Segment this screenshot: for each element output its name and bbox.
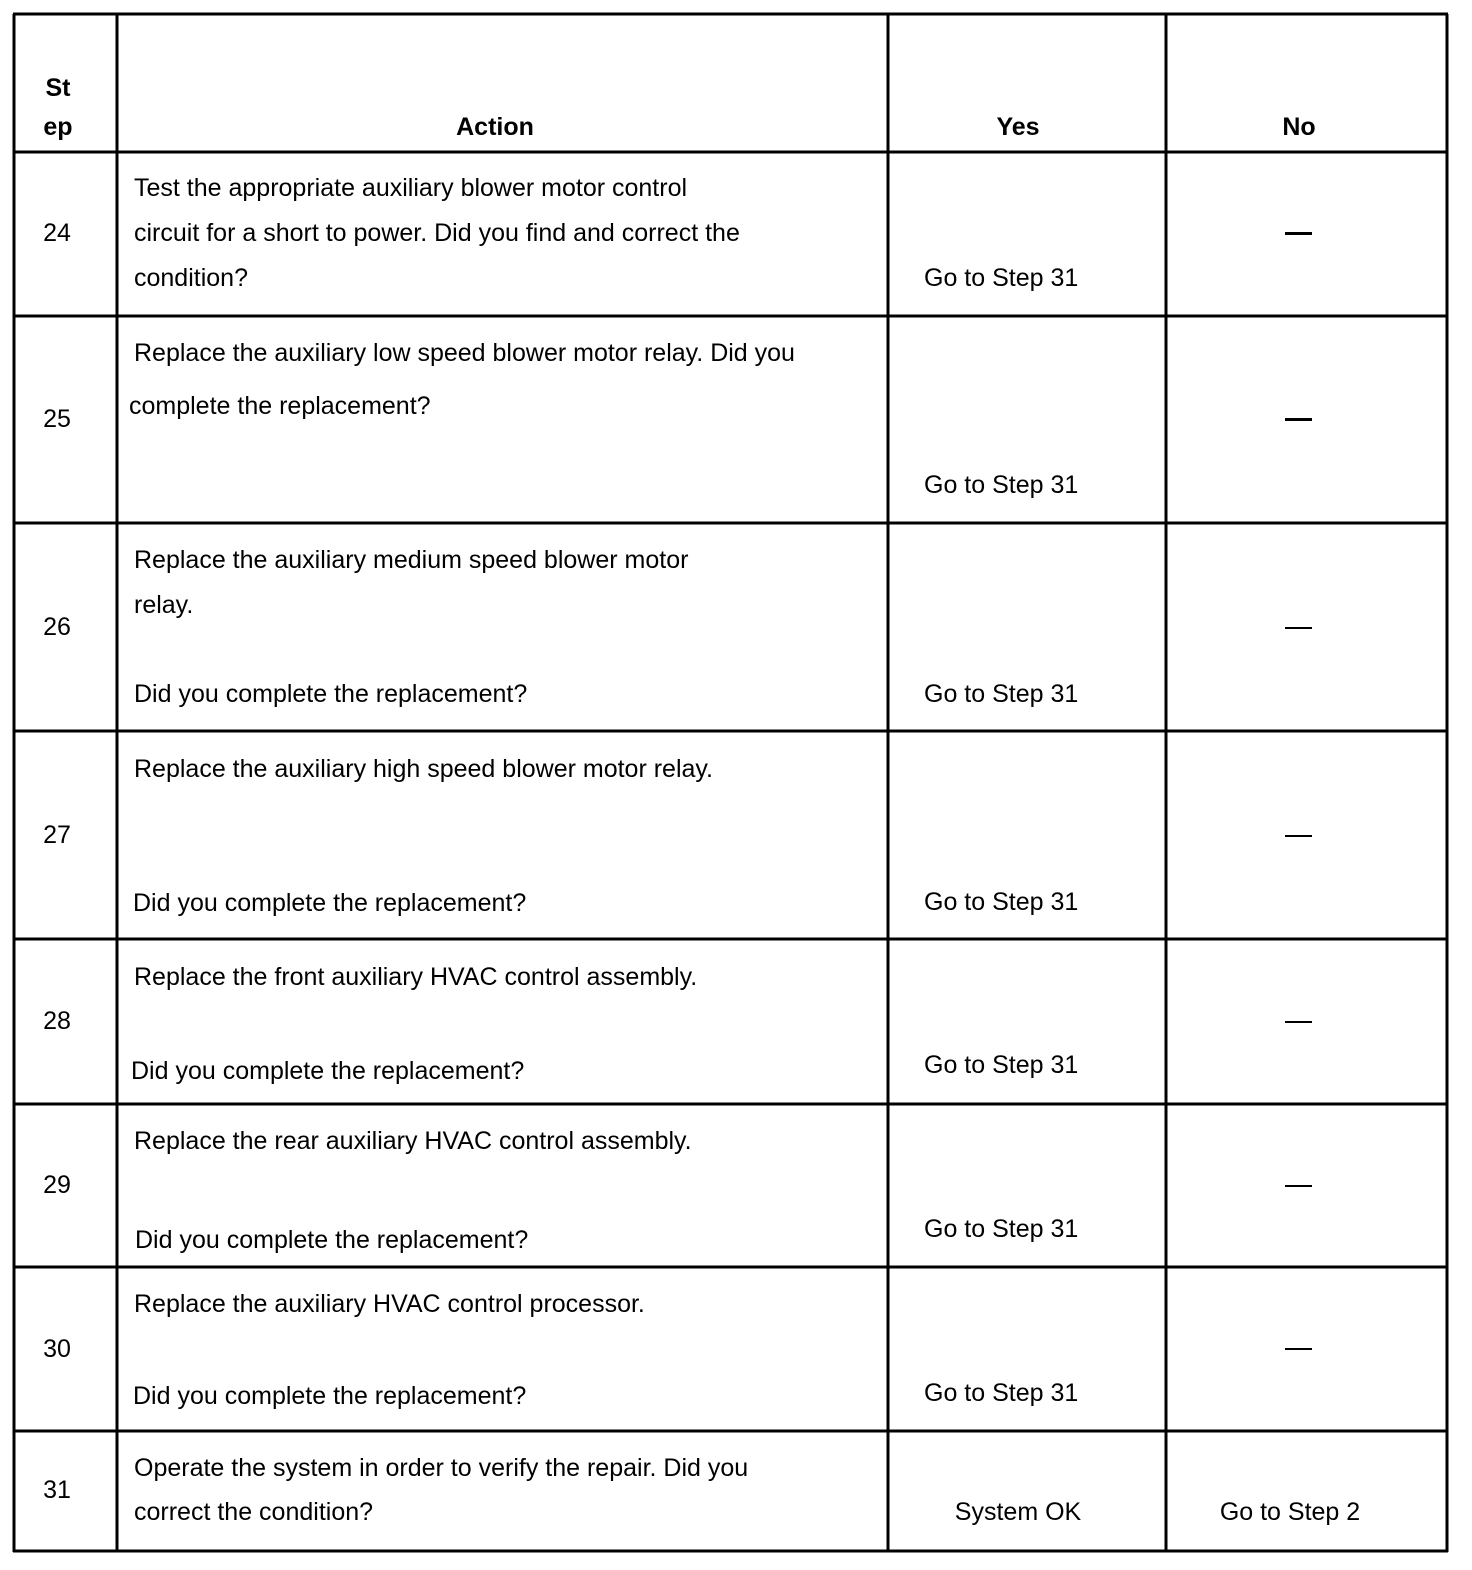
action-text: Replace the auxiliary low speed blower motor relay. Did you: [134, 339, 795, 367]
action-text: Replace the front auxiliary HVAC control assembly.: [134, 963, 698, 991]
action-text: correct the condition?: [134, 1498, 374, 1526]
action-text: Did you complete the replacement?: [131, 1057, 525, 1085]
step-number: 25: [43, 405, 71, 433]
yes-result: Go to Step 31: [924, 1051, 1079, 1079]
yes-result: Go to Step 31: [924, 1215, 1079, 1243]
action-text: Did you complete the replacement?: [134, 680, 528, 708]
step-number: 30: [43, 1335, 71, 1363]
header-action: Action: [456, 113, 534, 141]
action-text: Test the appropriate auxiliary blower motor control: [134, 174, 688, 202]
yes-result: Go to Step 31: [924, 680, 1079, 708]
action-text: Did you complete the replacement?: [133, 889, 527, 917]
header-step-line2: ep: [43, 113, 73, 141]
header-step-line1: St: [45, 74, 71, 102]
no-result-dash: [1285, 1185, 1312, 1187]
step-number: 26: [43, 613, 71, 641]
yes-result: System OK: [954, 1498, 1082, 1526]
yes-result: Go to Step 31: [924, 264, 1079, 292]
step-number: 27: [43, 821, 71, 849]
action-text: condition?: [134, 264, 248, 292]
step-number: 31: [43, 1476, 71, 1504]
action-text: Operate the system in order to verify the repair. Did you: [134, 1454, 749, 1482]
no-result-dash: [1285, 1021, 1312, 1023]
action-text: circuit for a short to power. Did you find and correct the: [134, 219, 740, 247]
action-text: Did you complete the replacement?: [133, 1382, 527, 1410]
action-text: Replace the auxiliary HVAC control processor.: [134, 1290, 645, 1318]
no-result-dash: [1285, 627, 1312, 629]
step-number: 28: [43, 1007, 71, 1035]
action-text: Replace the auxiliary high speed blower motor relay.: [134, 755, 714, 783]
no-result-dash: [1285, 418, 1312, 421]
action-text: complete the replacement?: [129, 392, 431, 420]
header-no: No: [1282, 113, 1316, 141]
yes-result: Go to Step 31: [924, 471, 1079, 499]
action-text: relay.: [134, 591, 194, 619]
step-number: 24: [43, 219, 71, 247]
action-text: Replace the auxiliary medium speed blower motor: [134, 546, 689, 574]
action-text: Replace the rear auxiliary HVAC control assembly.: [134, 1127, 692, 1155]
no-result-dash: [1285, 835, 1312, 837]
step-number: 29: [43, 1171, 71, 1199]
no-result-dash: [1285, 1348, 1312, 1350]
header-yes: Yes: [996, 113, 1040, 141]
action-text: Did you complete the replacement?: [135, 1226, 529, 1254]
no-result-dash: [1285, 232, 1312, 235]
no-result: Go to Step 2: [1219, 1498, 1361, 1526]
yes-result: Go to Step 31: [924, 1379, 1079, 1407]
yes-result: Go to Step 31: [924, 888, 1079, 916]
